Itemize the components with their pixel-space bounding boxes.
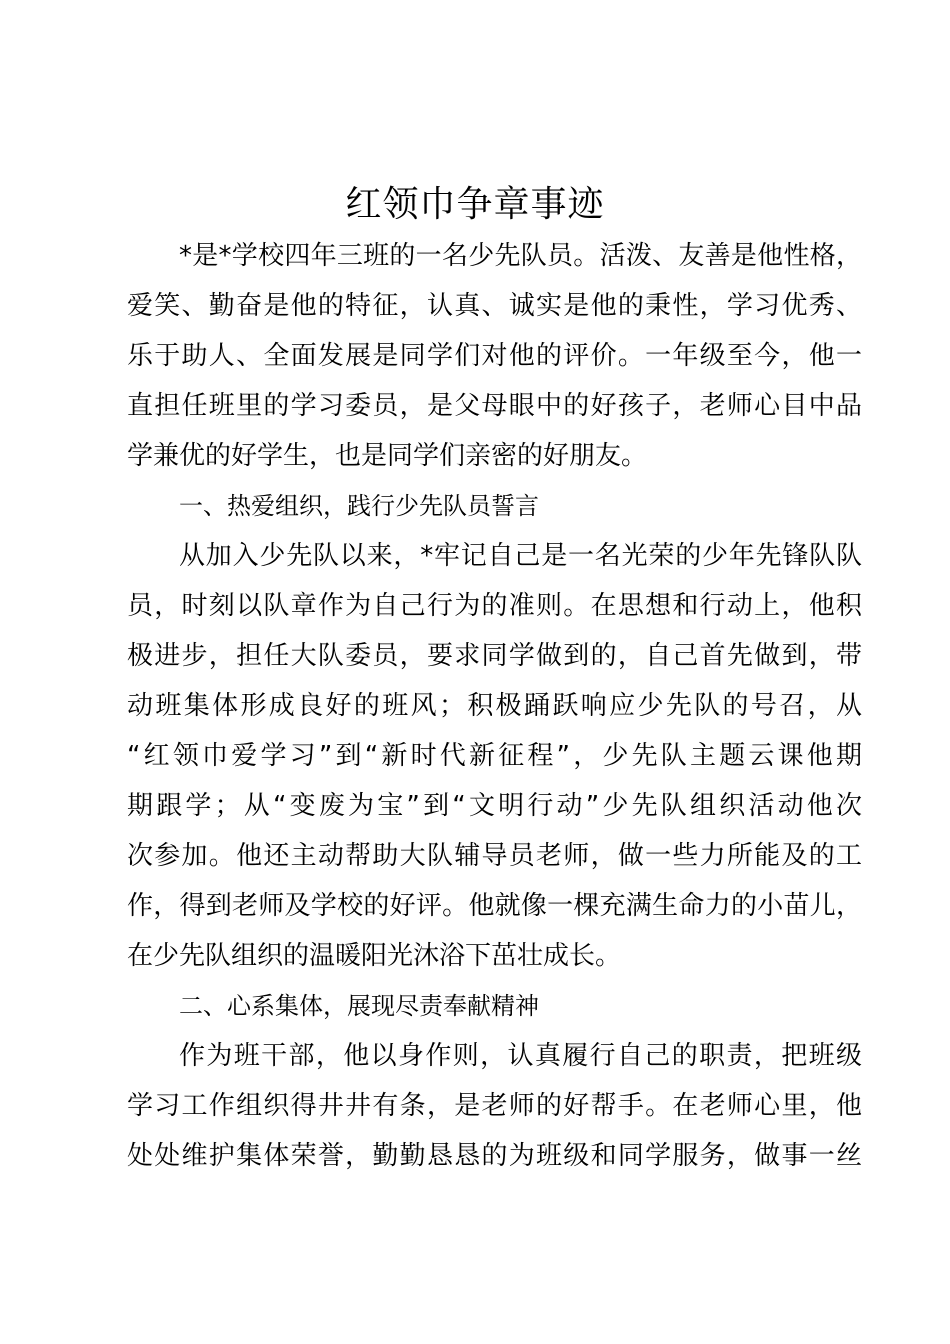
paragraph-line: 作，得到老师及学校的好评。他就像一棵充满生命力的小苗儿， [127,891,862,921]
section-heading: 一、热爱组织，践行少先队员誓言 [179,492,539,520]
paragraph-line: 期跟学；从“变废为宝”到“文明行动”少先队组织活动他次 [127,791,862,821]
paragraph-line: 员，时刻以队章作为自己行为的准则。在思想和行动上，他积 [127,591,862,621]
paragraph-line: 次参加。他还主动帮助大队辅导员老师，做一些力所能及的工 [127,841,862,871]
paragraph-line: 作为班干部，他以身作则，认真履行自己的职责，把班级 [179,1041,862,1071]
paragraph-line: 在少先队组织的温暖阳光沐浴下茁壮成长。 [127,941,622,971]
section-heading: 二、心系集体，展现尽责奉献精神 [179,992,539,1020]
paragraph-line: 极进步，担任大队委员，要求同学做到的，自己首先做到，带 [127,641,862,671]
document-title: 红领巾争章事迹 [345,184,605,225]
paragraph-line: 乐于助人、全面发展是同学们对他的评价。一年级至今，他一 [127,341,862,371]
paragraph-line: 动班集体形成良好的班风；积极踊跃响应少先队的号召，从 [127,691,862,721]
paragraph-line: 爱笑、勤奋是他的特征，认真、诚实是他的秉性，学习优秀、 [127,291,862,321]
paragraph-line: 学兼优的好学生，也是同学们亲密的好朋友。 [127,441,648,471]
paragraph-line: “红领巾爱学习”到“新时代新征程”，少先队主题云课他期 [127,741,862,771]
paragraph-line: *是*学校四年三班的一名少先队员。活泼、友善是他性格， [179,241,862,271]
paragraph-line: 直担任班里的学习委员，是父母眼中的好孩子，老师心目中品 [127,391,862,421]
paragraph-line: 学习工作组织得井井有条，是老师的好帮手。在老师心里，他 [127,1091,862,1121]
paragraph-line: 从加入少先队以来，*牢记自己是一名光荣的少年先锋队队 [179,541,862,571]
paragraph-line: 处处维护集体荣誉，勤勤恳恳的为班级和同学服务，做事一丝 [127,1141,862,1171]
